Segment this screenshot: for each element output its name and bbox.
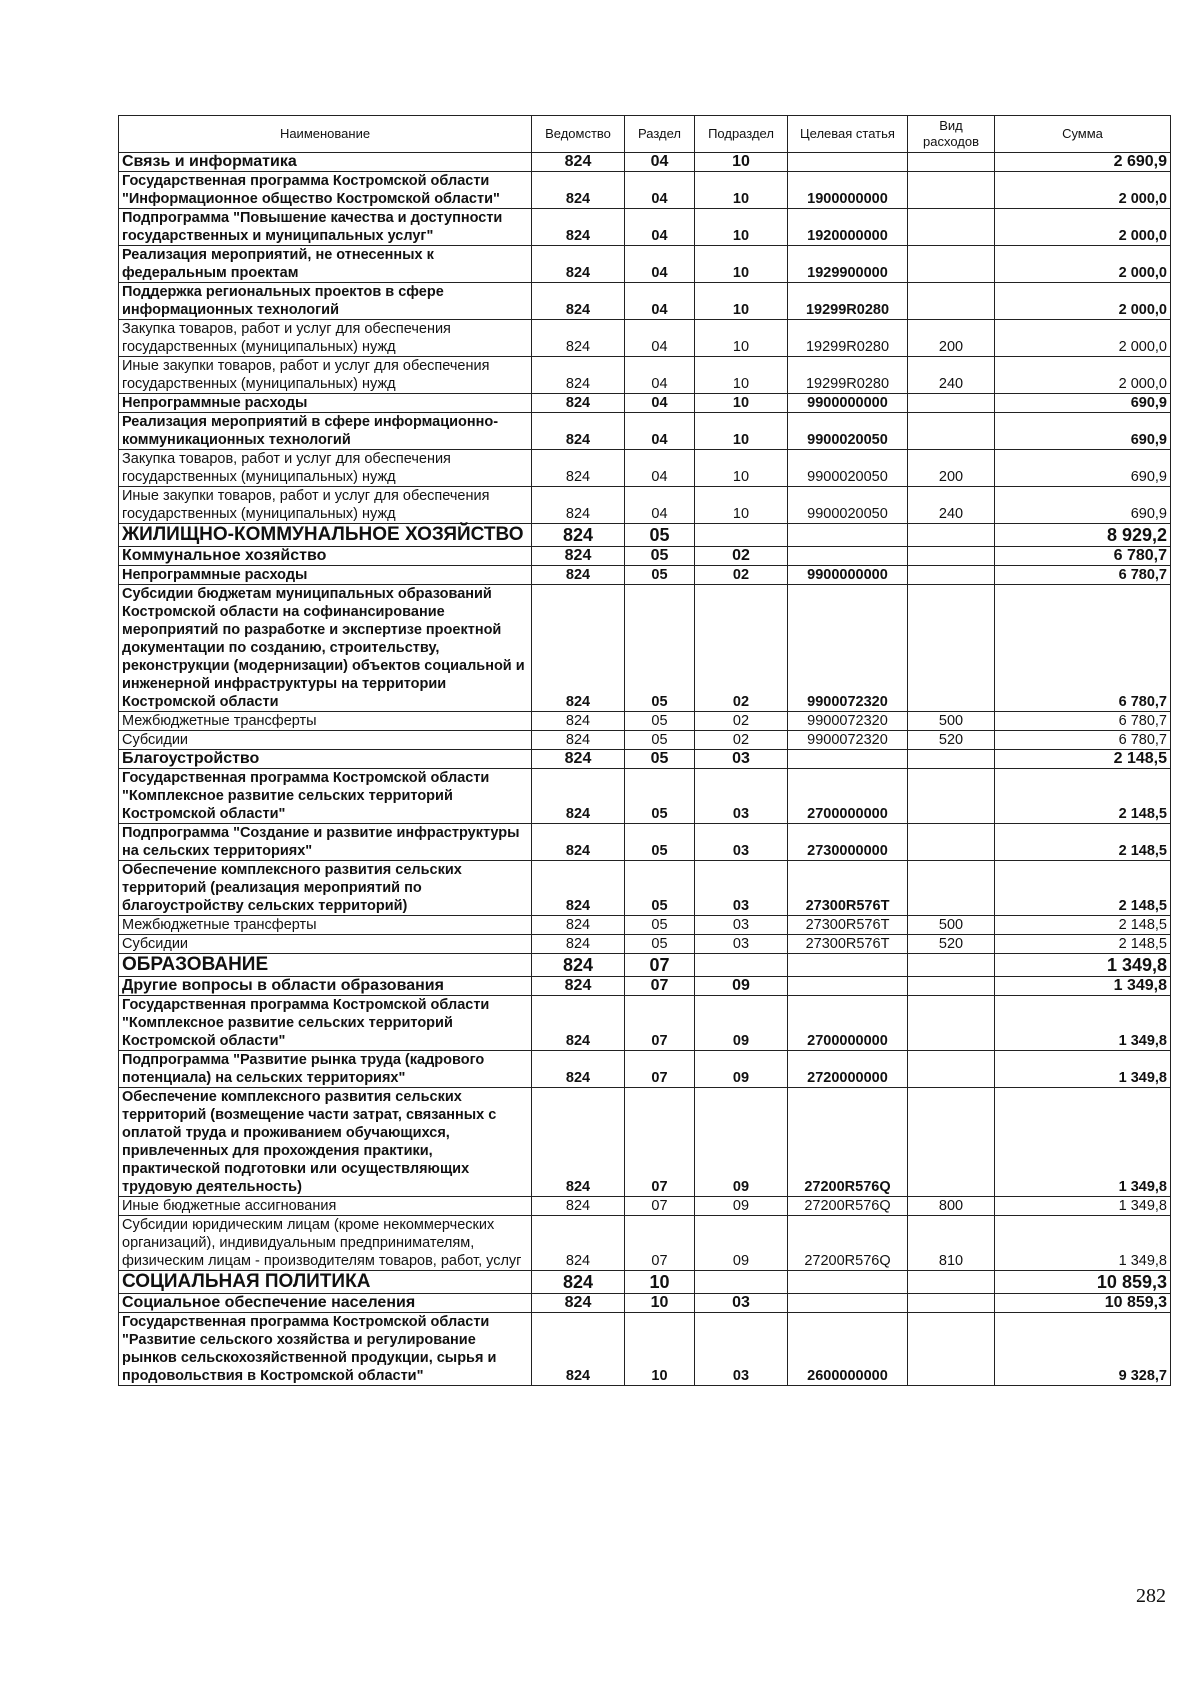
- cell-sum: 8 929,2: [995, 524, 1171, 547]
- header-subsection: Подраздел: [695, 116, 788, 153]
- cell-section: 04: [625, 153, 695, 172]
- cell-target: [788, 977, 908, 996]
- cell-name: Подпрограмма "Создание и развитие инфраструктуры на сельских территориях": [119, 824, 532, 861]
- cell-name: Социальное обеспечение населения: [119, 1294, 532, 1313]
- header-dept: Ведомство: [532, 116, 625, 153]
- cell-dept: 824: [532, 524, 625, 547]
- cell-name: Государственная программа Костромской области "Комплексное развитие сельских территорий Костромской области": [119, 769, 532, 824]
- cell-type: [908, 246, 995, 283]
- cell-target: 9900020050: [788, 487, 908, 524]
- cell-section: 04: [625, 209, 695, 246]
- cell-name: Связь и информатика: [119, 153, 532, 172]
- cell-target: 1929900000: [788, 246, 908, 283]
- table-row: [119, 566, 1171, 585]
- cell-subsection: [695, 524, 788, 547]
- cell-section: 07: [625, 1197, 695, 1216]
- cell-target: 19299R0280: [788, 320, 908, 357]
- cell-dept: 824: [532, 1313, 625, 1386]
- cell-dept: 824: [532, 1271, 625, 1294]
- cell-name: Субсидии юридическим лицам (кроме некоммерческих организаций), индивидуальным предпринимателям, физическим лицам - производителям товаров, работ, услуг: [119, 1216, 532, 1271]
- cell-dept: 824: [532, 172, 625, 209]
- cell-name: Субсидии бюджетам муниципальных образований Костромской области на софинансирование мероприятий по разработке и экспертизе проектной документации по созданию, строительству, реконструкции (модернизации) объектов социальной и инженерной инфраструктуры на территории Костромской области: [119, 585, 532, 712]
- table-body: [119, 153, 1171, 1386]
- cell-dept: 824: [532, 413, 625, 450]
- table-row: [119, 585, 1171, 712]
- table-row: [119, 487, 1171, 524]
- cell-name: Реализация мероприятий, не отнесенных к федеральным проектам: [119, 246, 532, 283]
- cell-section: 10: [625, 1313, 695, 1386]
- cell-target: 27300R576T: [788, 861, 908, 916]
- cell-target: 1900000000: [788, 172, 908, 209]
- cell-name: Обеспечение комплексного развития сельских территорий (возмещение части затрат, связанных с оплатой труда и проживанием обучающихся, привлеченных для прохождения практики, практической подготовки или осуществляющих трудовую деятельность): [119, 1088, 532, 1197]
- cell-subsection: 03: [695, 1313, 788, 1386]
- cell-target: 27300R576T: [788, 935, 908, 954]
- cell-type: 200: [908, 320, 995, 357]
- cell-name: СОЦИАЛЬНАЯ ПОЛИТИКА: [119, 1271, 532, 1294]
- cell-sum: 1 349,8: [995, 1051, 1171, 1088]
- cell-section: 05: [625, 712, 695, 731]
- cell-section: 05: [625, 524, 695, 547]
- cell-target: 19299R0280: [788, 357, 908, 394]
- table-row: [119, 246, 1171, 283]
- cell-type: [908, 209, 995, 246]
- page-number: 282: [1136, 1585, 1166, 1607]
- cell-sum: 6 780,7: [995, 731, 1171, 750]
- cell-subsection: 10: [695, 209, 788, 246]
- cell-sum: 2 148,5: [995, 861, 1171, 916]
- cell-subsection: 09: [695, 1088, 788, 1197]
- cell-dept: 824: [532, 320, 625, 357]
- cell-target: 2700000000: [788, 769, 908, 824]
- cell-sum: 2 000,0: [995, 320, 1171, 357]
- cell-name: ЖИЛИЩНО-КОММУНАЛЬНОЕ ХОЗЯЙСТВО: [119, 524, 532, 547]
- cell-type: 520: [908, 731, 995, 750]
- table-row: [119, 750, 1171, 769]
- cell-dept: 824: [532, 450, 625, 487]
- cell-target: 1920000000: [788, 209, 908, 246]
- header-target: Целевая статья: [788, 116, 908, 153]
- cell-dept: 824: [532, 750, 625, 769]
- header-section: Раздел: [625, 116, 695, 153]
- cell-dept: 824: [532, 996, 625, 1051]
- cell-section: 07: [625, 996, 695, 1051]
- cell-dept: 824: [532, 861, 625, 916]
- cell-sum: 1 349,8: [995, 1197, 1171, 1216]
- cell-dept: 824: [532, 209, 625, 246]
- cell-type: [908, 769, 995, 824]
- cell-section: 05: [625, 824, 695, 861]
- cell-sum: 10 859,3: [995, 1294, 1171, 1313]
- cell-subsection: 10: [695, 450, 788, 487]
- cell-section: 05: [625, 547, 695, 566]
- cell-sum: 1 349,8: [995, 996, 1171, 1051]
- table-row: [119, 153, 1171, 172]
- cell-section: 04: [625, 357, 695, 394]
- cell-subsection: 09: [695, 977, 788, 996]
- cell-sum: 1 349,8: [995, 1088, 1171, 1197]
- cell-sum: 2 000,0: [995, 246, 1171, 283]
- cell-dept: 824: [532, 1197, 625, 1216]
- cell-name: Непрограммные расходы: [119, 566, 532, 585]
- cell-type: 500: [908, 916, 995, 935]
- cell-type: 200: [908, 450, 995, 487]
- cell-name: Субсидии: [119, 731, 532, 750]
- table-row: [119, 283, 1171, 320]
- cell-section: 05: [625, 585, 695, 712]
- cell-dept: 824: [532, 566, 625, 585]
- cell-sum: 2 148,5: [995, 824, 1171, 861]
- cell-subsection: 10: [695, 394, 788, 413]
- cell-name: Иные бюджетные ассигнования: [119, 1197, 532, 1216]
- cell-target: 9900072320: [788, 712, 908, 731]
- cell-dept: 824: [532, 731, 625, 750]
- cell-section: 04: [625, 450, 695, 487]
- cell-sum: 2 148,5: [995, 769, 1171, 824]
- cell-target: 27200R576Q: [788, 1197, 908, 1216]
- cell-target: 9900072320: [788, 731, 908, 750]
- cell-sum: 10 859,3: [995, 1271, 1171, 1294]
- cell-type: [908, 566, 995, 585]
- table-row: [119, 1197, 1171, 1216]
- cell-subsection: 10: [695, 153, 788, 172]
- cell-section: 05: [625, 731, 695, 750]
- cell-subsection: 02: [695, 712, 788, 731]
- table-row: [119, 450, 1171, 487]
- cell-subsection: [695, 954, 788, 977]
- cell-sum: 2 000,0: [995, 172, 1171, 209]
- cell-name: Реализация мероприятий в сфере информационно-коммуникационных технологий: [119, 413, 532, 450]
- cell-type: [908, 172, 995, 209]
- cell-target: 9900020050: [788, 413, 908, 450]
- cell-type: [908, 1271, 995, 1294]
- cell-sum: 2 690,9: [995, 153, 1171, 172]
- cell-type: [908, 585, 995, 712]
- cell-type: 240: [908, 357, 995, 394]
- cell-section: 04: [625, 283, 695, 320]
- cell-section: 07: [625, 1216, 695, 1271]
- cell-dept: 824: [532, 283, 625, 320]
- cell-dept: 824: [532, 357, 625, 394]
- cell-dept: 824: [532, 1294, 625, 1313]
- cell-name: ОБРАЗОВАНИЕ: [119, 954, 532, 977]
- table-row: [119, 954, 1171, 977]
- header-sum: Сумма: [995, 116, 1171, 153]
- table-row: [119, 547, 1171, 566]
- table-row: [119, 769, 1171, 824]
- cell-section: 04: [625, 394, 695, 413]
- cell-sum: 2 148,5: [995, 935, 1171, 954]
- cell-type: [908, 283, 995, 320]
- cell-target: 19299R0280: [788, 283, 908, 320]
- cell-dept: 824: [532, 547, 625, 566]
- cell-target: 2600000000: [788, 1313, 908, 1386]
- cell-target: 9900020050: [788, 450, 908, 487]
- cell-dept: 824: [532, 935, 625, 954]
- cell-sum: 690,9: [995, 487, 1171, 524]
- cell-subsection: 03: [695, 916, 788, 935]
- cell-type: [908, 524, 995, 547]
- cell-dept: 824: [532, 246, 625, 283]
- cell-section: 10: [625, 1271, 695, 1294]
- cell-section: 04: [625, 246, 695, 283]
- cell-target: [788, 1294, 908, 1313]
- cell-name: Государственная программа Костромской области "Развитие сельского хозяйства и регулирование рынков сельскохозяйственной продукции, сырья и продовольствия в Костромской области": [119, 1313, 532, 1386]
- cell-sum: 690,9: [995, 450, 1171, 487]
- cell-type: [908, 1088, 995, 1197]
- table-row: [119, 320, 1171, 357]
- cell-sum: 2 148,5: [995, 750, 1171, 769]
- cell-target: 9900000000: [788, 566, 908, 585]
- table-row: [119, 413, 1171, 450]
- cell-name: Обеспечение комплексного развития сельских территорий (реализация мероприятий по благоустройству сельских территорий): [119, 861, 532, 916]
- cell-subsection: [695, 1271, 788, 1294]
- cell-name: Закупка товаров, работ и услуг для обеспечения государственных (муниципальных) нужд: [119, 450, 532, 487]
- table-row: [119, 209, 1171, 246]
- cell-type: [908, 1051, 995, 1088]
- table-row: [119, 996, 1171, 1051]
- cell-subsection: 02: [695, 566, 788, 585]
- table-row: [119, 357, 1171, 394]
- cell-dept: 824: [532, 977, 625, 996]
- cell-name: Подпрограмма "Развитие рынка труда (кадрового потенциала) на сельских территориях": [119, 1051, 532, 1088]
- cell-subsection: 03: [695, 769, 788, 824]
- cell-section: 04: [625, 487, 695, 524]
- cell-dept: 824: [532, 824, 625, 861]
- cell-name: Коммунальное хозяйство: [119, 547, 532, 566]
- cell-dept: 824: [532, 394, 625, 413]
- cell-name: Межбюджетные трансферты: [119, 916, 532, 935]
- header-type: Вид расходов: [908, 116, 995, 153]
- cell-target: 27200R576Q: [788, 1216, 908, 1271]
- cell-section: 07: [625, 977, 695, 996]
- cell-subsection: 10: [695, 172, 788, 209]
- table-row: [119, 394, 1171, 413]
- cell-type: [908, 750, 995, 769]
- cell-section: 05: [625, 935, 695, 954]
- cell-dept: 824: [532, 769, 625, 824]
- cell-sum: 1 349,8: [995, 977, 1171, 996]
- cell-type: [908, 977, 995, 996]
- cell-sum: 2 000,0: [995, 357, 1171, 394]
- cell-target: 9900072320: [788, 585, 908, 712]
- header-name: Наименование: [119, 116, 532, 153]
- cell-target: [788, 750, 908, 769]
- cell-target: [788, 153, 908, 172]
- table-row: [119, 861, 1171, 916]
- cell-name: Другие вопросы в области образования: [119, 977, 532, 996]
- cell-section: 04: [625, 320, 695, 357]
- cell-subsection: 10: [695, 413, 788, 450]
- cell-name: Благоустройство: [119, 750, 532, 769]
- cell-name: Подпрограмма "Повышение качества и доступности государственных и муниципальных услуг": [119, 209, 532, 246]
- cell-section: 07: [625, 1051, 695, 1088]
- cell-sum: 6 780,7: [995, 712, 1171, 731]
- cell-target: [788, 524, 908, 547]
- cell-type: [908, 547, 995, 566]
- cell-subsection: 02: [695, 585, 788, 712]
- cell-name: Поддержка региональных проектов в сфере информационных технологий: [119, 283, 532, 320]
- table-row: [119, 1313, 1171, 1386]
- cell-dept: 824: [532, 916, 625, 935]
- cell-subsection: 10: [695, 487, 788, 524]
- cell-type: 500: [908, 712, 995, 731]
- table-row: [119, 1216, 1171, 1271]
- cell-type: [908, 1294, 995, 1313]
- table-row: [119, 1051, 1171, 1088]
- cell-type: [908, 153, 995, 172]
- cell-sum: 6 780,7: [995, 585, 1171, 712]
- cell-subsection: 10: [695, 246, 788, 283]
- cell-type: [908, 394, 995, 413]
- cell-type: [908, 861, 995, 916]
- table-row: [119, 1294, 1171, 1313]
- table-row: [119, 977, 1171, 996]
- cell-type: 800: [908, 1197, 995, 1216]
- cell-subsection: 03: [695, 1294, 788, 1313]
- cell-name: Субсидии: [119, 935, 532, 954]
- cell-dept: 824: [532, 153, 625, 172]
- cell-sum: 6 780,7: [995, 547, 1171, 566]
- cell-name: Иные закупки товаров, работ и услуг для обеспечения государственных (муниципальных) нужд: [119, 357, 532, 394]
- cell-dept: 824: [532, 487, 625, 524]
- cell-sum: 2 000,0: [995, 283, 1171, 320]
- cell-subsection: 02: [695, 547, 788, 566]
- cell-subsection: 02: [695, 731, 788, 750]
- table-row: [119, 1271, 1171, 1294]
- cell-target: 2700000000: [788, 996, 908, 1051]
- cell-subsection: 09: [695, 996, 788, 1051]
- cell-section: 04: [625, 172, 695, 209]
- cell-dept: 824: [532, 1051, 625, 1088]
- cell-type: 520: [908, 935, 995, 954]
- table-header: [119, 116, 1171, 153]
- cell-subsection: 03: [695, 935, 788, 954]
- cell-section: 05: [625, 750, 695, 769]
- cell-type: [908, 996, 995, 1051]
- cell-section: 07: [625, 1088, 695, 1197]
- cell-target: 27300R576T: [788, 916, 908, 935]
- cell-type: 240: [908, 487, 995, 524]
- cell-sum: 9 328,7: [995, 1313, 1171, 1386]
- cell-dept: 824: [532, 954, 625, 977]
- cell-section: 05: [625, 861, 695, 916]
- cell-dept: 824: [532, 712, 625, 731]
- cell-name: Государственная программа Костромской области "Комплексное развитие сельских территорий Костромской области": [119, 996, 532, 1051]
- cell-subsection: 09: [695, 1216, 788, 1271]
- cell-section: 10: [625, 1294, 695, 1313]
- cell-name: Иные закупки товаров, работ и услуг для обеспечения государственных (муниципальных) нужд: [119, 487, 532, 524]
- cell-section: 04: [625, 413, 695, 450]
- cell-type: [908, 1313, 995, 1386]
- cell-target: [788, 547, 908, 566]
- cell-name: Межбюджетные трансферты: [119, 712, 532, 731]
- cell-target: [788, 954, 908, 977]
- table-row: [119, 712, 1171, 731]
- table-row: [119, 935, 1171, 954]
- cell-sum: 690,9: [995, 394, 1171, 413]
- cell-sum: 2 148,5: [995, 916, 1171, 935]
- cell-dept: 824: [532, 1088, 625, 1197]
- cell-subsection: 09: [695, 1051, 788, 1088]
- cell-subsection: 03: [695, 861, 788, 916]
- table-row: [119, 824, 1171, 861]
- cell-type: [908, 413, 995, 450]
- table-row: [119, 172, 1171, 209]
- cell-section: 07: [625, 954, 695, 977]
- cell-type: 810: [908, 1216, 995, 1271]
- cell-sum: 6 780,7: [995, 566, 1171, 585]
- cell-sum: 2 000,0: [995, 209, 1171, 246]
- cell-target: 2730000000: [788, 824, 908, 861]
- cell-section: 05: [625, 916, 695, 935]
- cell-subsection: 09: [695, 1197, 788, 1216]
- cell-sum: 690,9: [995, 413, 1171, 450]
- cell-name: Государственная программа Костромской области "Информационное общество Костромской области": [119, 172, 532, 209]
- cell-subsection: 10: [695, 283, 788, 320]
- cell-name: Непрограммные расходы: [119, 394, 532, 413]
- cell-dept: 824: [532, 1216, 625, 1271]
- cell-target: 9900000000: [788, 394, 908, 413]
- cell-subsection: 10: [695, 320, 788, 357]
- budget-table: [118, 115, 1171, 1386]
- cell-name: Закупка товаров, работ и услуг для обеспечения государственных (муниципальных) нужд: [119, 320, 532, 357]
- cell-subsection: 03: [695, 824, 788, 861]
- table-row: [119, 731, 1171, 750]
- cell-sum: 1 349,8: [995, 954, 1171, 977]
- cell-subsection: 10: [695, 357, 788, 394]
- cell-dept: 824: [532, 585, 625, 712]
- cell-target: 27200R576Q: [788, 1088, 908, 1197]
- table-row: [119, 1088, 1171, 1197]
- cell-section: 05: [625, 566, 695, 585]
- table-row: [119, 524, 1171, 547]
- cell-type: [908, 824, 995, 861]
- table-row: [119, 916, 1171, 935]
- cell-subsection: 03: [695, 750, 788, 769]
- cell-section: 05: [625, 769, 695, 824]
- cell-target: [788, 1271, 908, 1294]
- cell-type: [908, 954, 995, 977]
- cell-sum: 1 349,8: [995, 1216, 1171, 1271]
- cell-target: 2720000000: [788, 1051, 908, 1088]
